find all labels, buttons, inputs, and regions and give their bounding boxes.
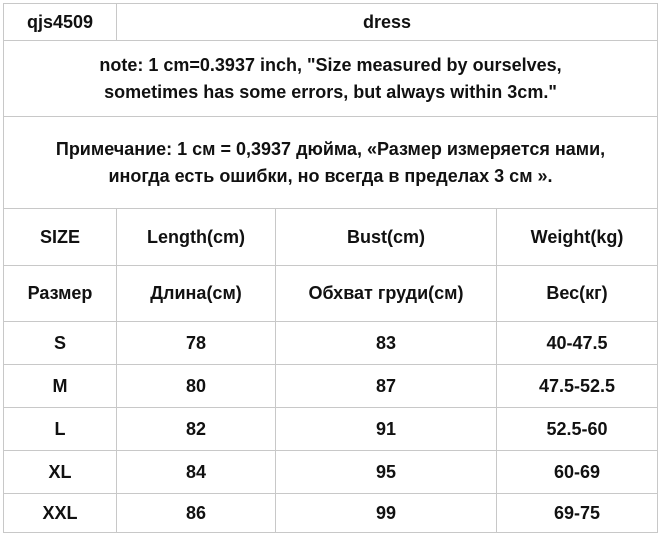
note-english-line-1: note: 1 cm=0.3937 inch, "Size measured by ourselves, [99,54,562,75]
length-cell: 80 [117,365,276,408]
bust-cell: 83 [276,322,497,365]
note-en-row [4,41,658,117]
length-cell: 86 [117,494,276,533]
column-header-bust: Bust(cm) [276,209,497,266]
length-cell: 82 [117,408,276,451]
column-header-length-ru: Длина(см) [117,266,276,322]
table-row [4,451,658,494]
header-row-english [4,209,658,266]
column-header-size-ru: Размер [4,266,117,322]
product-name: dress [117,4,658,41]
product-code: qjs4509 [4,4,117,41]
column-header-weight-ru: Вес(кг) [497,266,658,322]
weight-cell: 47.5-52.5 [497,365,658,408]
size-cell: L [4,408,117,451]
bust-cell: 99 [276,494,497,533]
table-row [4,322,658,365]
weight-cell: 69-75 [497,494,658,533]
note-ru-row [4,117,658,209]
bust-cell: 87 [276,365,497,408]
table-row [4,494,658,533]
column-header-size: SIZE [4,209,117,266]
size-cell: XXL [4,494,117,533]
size-cell: M [4,365,117,408]
bust-cell: 95 [276,451,497,494]
note-russian [4,117,658,209]
weight-cell: 60-69 [497,451,658,494]
column-header-bust-ru: Обхват груди(см) [276,266,497,322]
note-english [4,41,658,117]
size-cell: S [4,322,117,365]
table-row [4,408,658,451]
size-cell: XL [4,451,117,494]
note-russian-line-1: Примечание: 1 см = 0,3937 дюйма, «Размер измеряется нами, [55,138,606,159]
column-header-length: Length(cm) [117,209,276,266]
note-russian-line-2: иногда есть ошибки, но всегда в пределах 3 см ». [108,165,553,186]
length-cell: 84 [117,451,276,494]
title-row [4,4,658,41]
bust-cell: 91 [276,408,497,451]
weight-cell: 40-47.5 [497,322,658,365]
length-cell: 78 [117,322,276,365]
column-header-weight: Weight(kg) [497,209,658,266]
size-table [3,3,658,533]
note-english-line-2: sometimes has some errors, but always within 3cm." [104,81,557,102]
header-row-russian [4,266,658,322]
weight-cell: 52.5-60 [497,408,658,451]
table-row [4,365,658,408]
